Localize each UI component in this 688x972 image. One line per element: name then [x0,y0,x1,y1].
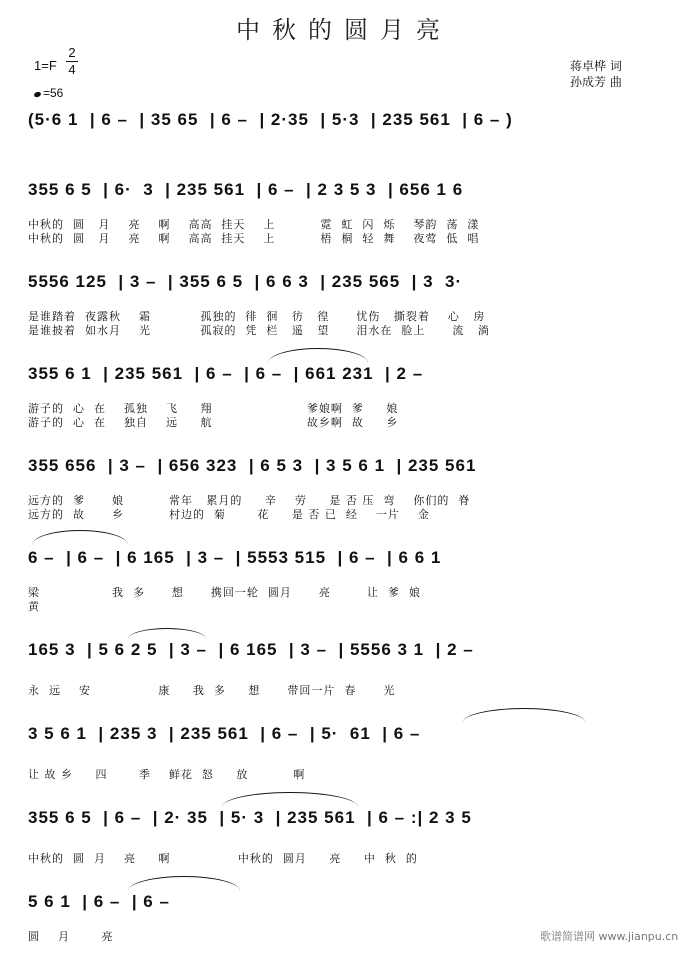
score-row [0,110,688,190]
score-row [0,548,688,628]
score-row [0,272,688,352]
lyric-line: 让 故 乡 四 季 鲜花 怒 放 啊 [28,768,306,781]
score-row [0,808,688,888]
score-row [0,364,688,444]
lyric-line: 是谁披着 如水月 光 孤寂的 凭 栏 遥 望 泪水在 脸上 流 淌 [28,324,490,337]
lyric-line: 远方的 爹 娘 常年 累月的 辛 劳 是 否 压 弯 你们的 脊 [28,494,471,507]
score-notes: 5556 125 | 3 – | 355 6 5 | 6 6 3 | 235 565 | 3 3· [28,272,463,291]
score-notes: 355 6 5 | 6· 3 | 235 561 | 6 – | 2 3 5 3 | 656 1 6 [28,180,464,199]
score-notes: 355 6 5 | 6 – | 2· 35 | 5· 3 | 235 561 | 6 – :| 2 3 5 [28,808,472,827]
composer-credit: 孙成芳 曲 [570,75,622,89]
lyricist-credit: 蒋卓桦 词 [570,59,622,73]
quarter-note-icon [33,91,41,98]
lyric-line: 中秋的 圆 月 亮 啊 高高 挂天 上 梧 桐 轻 舞 夜莺 低 唱 [28,232,480,245]
watermark: 歌谱简谱网 www.jianpu.cn [540,930,679,943]
score-notes: 5 6 1 | 6 – | 6 – [28,892,170,911]
score-notes: (5·6 1 | 6 – | 35 65 | 6 – | 2·35 | 5·3 | 235 561 | 6 – ) [28,110,513,129]
time-signature-top: 2 [68,45,76,60]
score-notes: 355 656 | 3 – | 656 323 | 6 5 3 | 3 5 6 1 | 235 561 [28,456,477,475]
score-row [0,640,688,720]
key-signature: 1=F [34,58,57,73]
lyric-line: 圆 月 亮 [28,930,114,943]
score-notes: 165 3 | 5 6 2 5 | 3 – | 6 165 | 3 – | 5556 3 1 | 2 – [28,640,474,659]
score-row [0,724,688,804]
lyric-line: 梁 我 多 想 携回一轮 圆月 亮 让 爹 娘 [28,586,421,599]
score-notes: 355 6 1 | 235 561 | 6 – | 6 – | 661 231 | 2 – [28,364,424,383]
lyric-line: 游子的 心 在 独自 远 航 故乡啊 故 乡 [28,416,399,429]
lyric-line: 游子的 心 在 孤独 飞 翔 爹娘啊 爹 娘 [28,402,399,415]
tempo-marking [34,86,63,100]
lyric-line: 是谁踏着 夜露秋 霜 孤独的 徘 徊 彷 徨 忧伤 撕裂着 心 房 [28,310,486,323]
lyric-line: 永 远 安 康 我 多 想 带回一片 春 光 [28,684,396,697]
page-title: 中秋的圆月亮 [236,16,452,44]
lyric-line: 中秋的 圆 月 亮 啊 中秋的 圆月 亮 中 秋 的 [28,852,418,865]
lyric-line: 远方的 故 乡 村边的 菊 花 是 否 已 经 一片 金 [28,508,430,521]
credits [570,58,622,90]
score-notes: 6 – | 6 – | 6 165 | 3 – | 5553 515 | 6 – | 6 6 1 [28,548,442,567]
score-row [0,456,688,536]
score-notes: 3 5 6 1 | 235 3 | 235 561 | 6 – | 5· 61 | 6 – [28,724,421,743]
slur [128,628,206,639]
score-row [0,180,688,260]
time-signature-bottom: 4 [68,62,76,77]
tempo-value: =56 [43,86,64,100]
time-signature [66,46,78,77]
lyric-line: 黄 [28,600,40,613]
lyric-line: 中秋的 圆 月 亮 啊 高高 挂天 上 霓 虹 闪 烁 琴韵 荡 漾 [28,218,480,231]
